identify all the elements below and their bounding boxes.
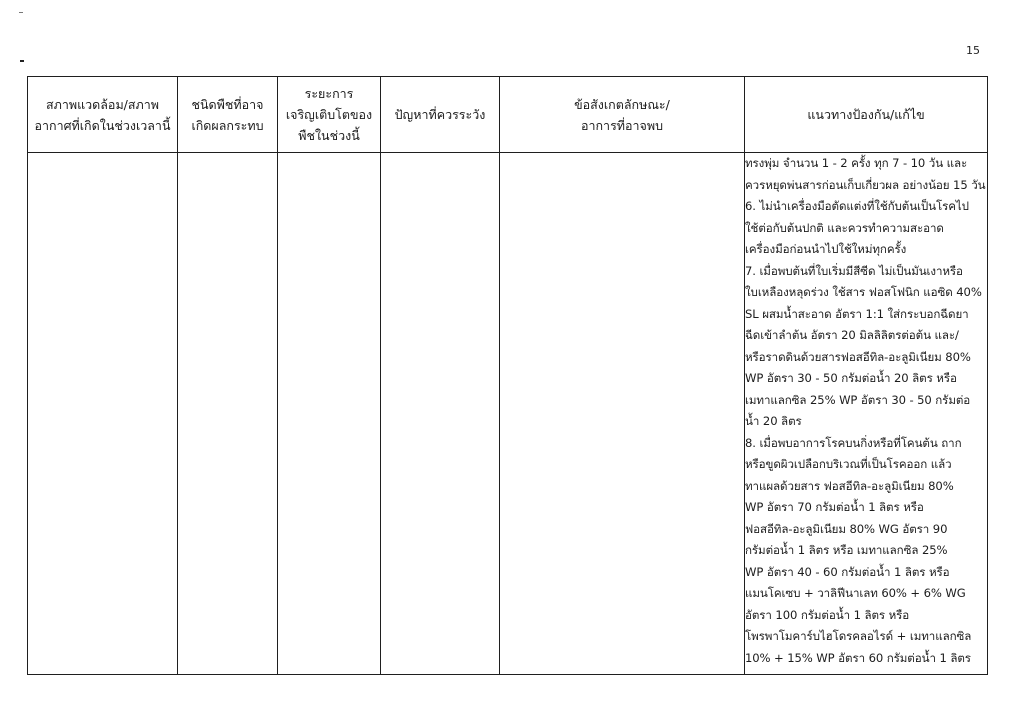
header-line: ชนิดพืชที่อาจ: [191, 96, 264, 112]
header-line: อากาศที่เกิดในช่วงเวลานี้: [34, 117, 171, 133]
header-line: เกิดผลกระทบ: [191, 117, 264, 133]
remedy-line: น้ำ 20 ลิตร: [745, 414, 802, 428]
remedy-line: เครื่องมือก่อนนำไปใช้ใหม่ทุกครั้ง: [745, 242, 907, 256]
remedy-line: 7. เมื่อพบต้นที่ใบเริ่มมีสีซีด ไม่เป็นมันเงาหรือ: [745, 263, 963, 278]
scan-dash-mark: [20, 60, 24, 62]
remedy-line: แมนโคเซบ + วาลิฟีนาเลท 60% + 6% WG: [745, 586, 966, 600]
page-number: 15: [966, 44, 980, 57]
header-line: อาการที่อาจพบ: [580, 117, 664, 133]
remedy-line: กรัมต่อน้ำ 1 ลิตร หรือ เมทาแลกซิล 25%: [745, 543, 948, 557]
remedy-line: ควรหยุดพ่นสารก่อนเก็บเกี่ยวผล อย่างน้อย 15 วัน: [745, 177, 986, 192]
scan-tick-mark: [19, 12, 23, 13]
remedy-line: ฉีดเข้าลำต้น อัตรา 20 มิลลิลิตรต่อต้น และ/: [745, 328, 959, 342]
pest-management-table: [27, 76, 988, 675]
remedy-line: หรือขูดผิวเปลือกบริเวณที่เป็นโรคออก แล้ว: [745, 457, 952, 471]
header-line: ระยะการ: [304, 86, 354, 101]
header-line: สภาพแวดล้อม/สภาพ: [45, 96, 160, 112]
remedy-line: 6. ไม่นำเครื่องมือตัดแต่งที่ใช้กับต้นเป็นโรคไป: [745, 199, 969, 213]
remedy-line: 10% + 15% WP อัตรา 60 กรัมต่อน้ำ 1 ลิตร: [745, 650, 971, 665]
cell-affected-crop: [178, 153, 278, 675]
header-remedy: [745, 77, 988, 153]
header-line: แนวทางป้องกัน/แก้ไข: [807, 107, 925, 122]
remedy-line: เมทาแลกซิล 25% WP อัตรา 30 - 50 กรัมต่อ: [745, 392, 971, 407]
remedy-line: ทาแผลด้วยสาร ฟอสอีทิล-อะลูมิเนียม 80%: [745, 478, 954, 493]
header-row: [28, 77, 988, 153]
cell-symptoms: [500, 153, 745, 675]
header-line: พืชในช่วงนี้: [298, 128, 360, 143]
header-growth-stage: [278, 77, 381, 153]
remedy-line: ฟอสอีทิล-อะลูมิเนียม 80% WG อัตรา 90: [745, 521, 948, 536]
remedy-line: ใบเหลืองหลุดร่วง ใช้สาร ฟอสโฟนิก แอซิด 40%: [745, 285, 982, 299]
remedy-line: ใช้ต่อกับต้นปกติ และควรทำความสะอาด: [745, 220, 944, 235]
remedy-text: [745, 153, 987, 669]
table-row: [28, 153, 988, 675]
remedy-line: โพรพาโมคาร์บไฮโดรคลอไรด์ + เมทาแลกซิล: [745, 629, 972, 643]
cell-environment: [28, 153, 178, 675]
remedy-line: WP อัตรา 70 กรัมต่อน้ำ 1 ลิตร หรือ: [745, 500, 924, 514]
remedy-line: ทรงพุ่ม จำนวน 1 - 2 ครั้ง ทุก 7 - 10 วัน และ: [745, 156, 968, 170]
header-line: ปัญหาที่ควรระวัง: [394, 107, 486, 122]
header-environment: [28, 77, 178, 153]
remedy-line: WP อัตรา 40 - 60 กรัมต่อน้ำ 1 ลิตร หรือ: [745, 564, 950, 579]
cell-growth-stage: [278, 153, 381, 675]
cell-remedy: [745, 153, 988, 675]
header-problem: [381, 77, 500, 153]
header-affected-crop: [178, 77, 278, 153]
remedy-line: WP อัตรา 30 - 50 กรัมต่อน้ำ 20 ลิตร หรือ: [745, 371, 957, 385]
header-symptoms: [500, 77, 745, 153]
header-line: ข้อสังเกตลักษณะ/: [574, 96, 670, 112]
remedy-line: SL ผสมน้ำสะอาด อัตรา 1:1 ใส่กระบอกฉีดยา: [745, 306, 969, 321]
remedy-line: หรือราดดินด้วยสารฟอสอีทิล-อะลูมิเนียม 80%: [745, 349, 971, 364]
header-line: เจริญเติบโตของ: [285, 107, 373, 122]
remedy-line: 8. เมื่อพบอาการโรคบนกิ่งหรือที่โคนต้น ถาก: [745, 435, 962, 450]
cell-problem: [381, 153, 500, 675]
remedy-line: อัตรา 100 กรัมต่อน้ำ 1 ลิตร หรือ: [745, 607, 910, 622]
